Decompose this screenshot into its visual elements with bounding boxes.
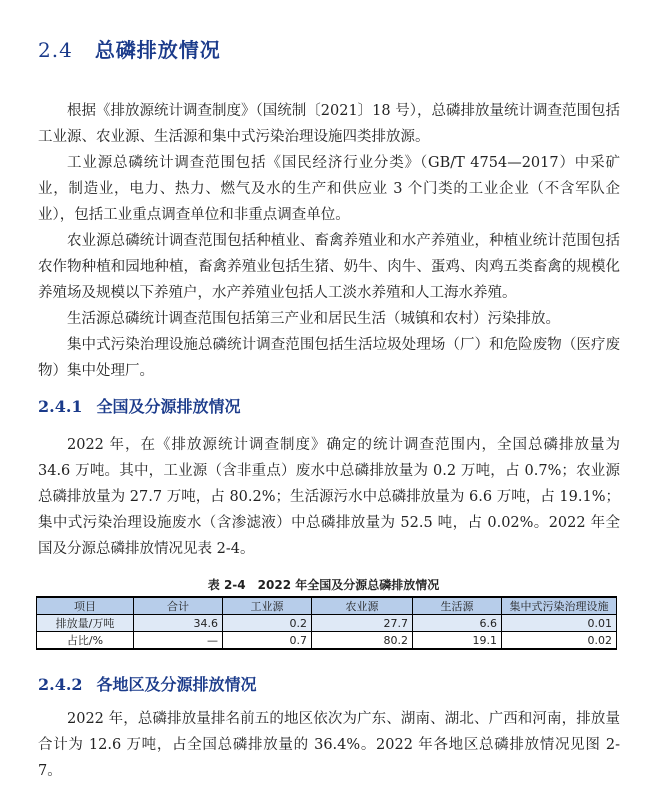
table-cell: 6.6	[413, 615, 502, 632]
table-cell: 34.6	[134, 615, 223, 632]
table-cell: —	[134, 632, 223, 650]
subsection-title: 全国及分源排放情况	[96, 397, 241, 416]
table-cell: 27.7	[312, 615, 413, 632]
subsection-number: 2.4.1	[38, 397, 83, 416]
subsection-heading-national	[38, 394, 241, 417]
subsection-heading-regional	[38, 672, 257, 695]
paragraph-domestic: 生活源总磷统计调查范围包括第三产业和居民生活（城镇和农村）污染排放。	[67, 311, 560, 327]
paragraph-regional-summary: 2022 年，总磷排放量排名前五的地区依次为广东、湖南、湖北、广西和河南，排放量合计为 12.6 万吨，占全国总磷排放量的 36.4%。2022 年各地区总磷排放情况见图 2-7。	[38, 711, 620, 779]
table-cell: 占比/%	[37, 632, 134, 650]
table-cell: 排放量/万吨	[37, 615, 134, 632]
emissions-table	[36, 596, 617, 650]
table-header-cell: 项目	[37, 597, 134, 615]
section-heading	[38, 34, 221, 63]
table-header-cell: 合计	[134, 597, 223, 615]
table-row	[37, 632, 617, 650]
table-cell: 19.1	[413, 632, 502, 650]
section-title: 总磷排放情况	[94, 38, 221, 62]
table-row	[37, 615, 617, 632]
paragraph-national-summary: 2022 年，在《排放源统计调查制度》确定的统计调查范围内，全国总磷排放量为 34.6 万吨。其中，工业源（含非重点）废水中总磷排放量为 0.2 万吨，占 0.7%；农业源总磷排放量为 27.7 万吨，占 80.2%；生活源污水中总磷排放量为 6.6 万吨，占 19.1%；集中式污染治理设施废水（含渗滤液）中总磷排放量为 52.5 吨，占 0.02%。2022 年全国及分源总磷排放情况见表 2-4。	[38, 437, 620, 557]
paragraph-scope: 根据《排放源统计调查制度》（国统制〔2021〕18 号），总磷排放量统计调查范围包括工业源、农业源、生活源和集中式污染治理设施四类排放源。	[38, 103, 620, 145]
table-cell: 80.2	[312, 632, 413, 650]
table-header-cell: 工业源	[223, 597, 312, 615]
section-number: 2.4	[38, 38, 73, 62]
paragraph-agricultural: 农业源总磷统计调查范围包括种植业、畜禽养殖业和水产养殖业，种植业统计范围包括农作物种植和园地种植，畜禽养殖业包括生猪、奶牛、肉牛、蛋鸡、肉鸡五类畜禽的规模化养殖场及规模以下养殖户，水产养殖业包括人工淡水养殖和人工海水养殖。	[38, 233, 620, 301]
table-cell: 0.02	[502, 632, 617, 650]
table-header-cell: 集中式污染治理设施	[502, 597, 617, 615]
table-header-cell: 生活源	[413, 597, 502, 615]
table-cell: 0.01	[502, 615, 617, 632]
paragraph-centralized: 集中式污染治理设施总磷统计调查范围包括生活垃圾处理场（厂）和危险废物（医疗废物）集中处理厂。	[38, 337, 620, 379]
subsection-title: 各地区及分源排放情况	[96, 675, 257, 694]
paragraph-industrial: 工业源总磷统计调查范围包括《国民经济行业分类》（GB/T 4754—2017）中采矿业，制造业，电力、热力、燃气及水的生产和供应业 3 个门类的工业企业（不含军队企业），包括工业重点调查单位和非重点调查单位。	[38, 155, 620, 223]
table-cell: 0.2	[223, 615, 312, 632]
subsection-number: 2.4.2	[38, 675, 83, 694]
table-caption: 表 2-4 2022 年全国及分源总磷排放情况	[207, 578, 440, 592]
table-header-cell: 农业源	[312, 597, 413, 615]
table-cell: 0.7	[223, 632, 312, 650]
table-header-row	[37, 597, 617, 615]
